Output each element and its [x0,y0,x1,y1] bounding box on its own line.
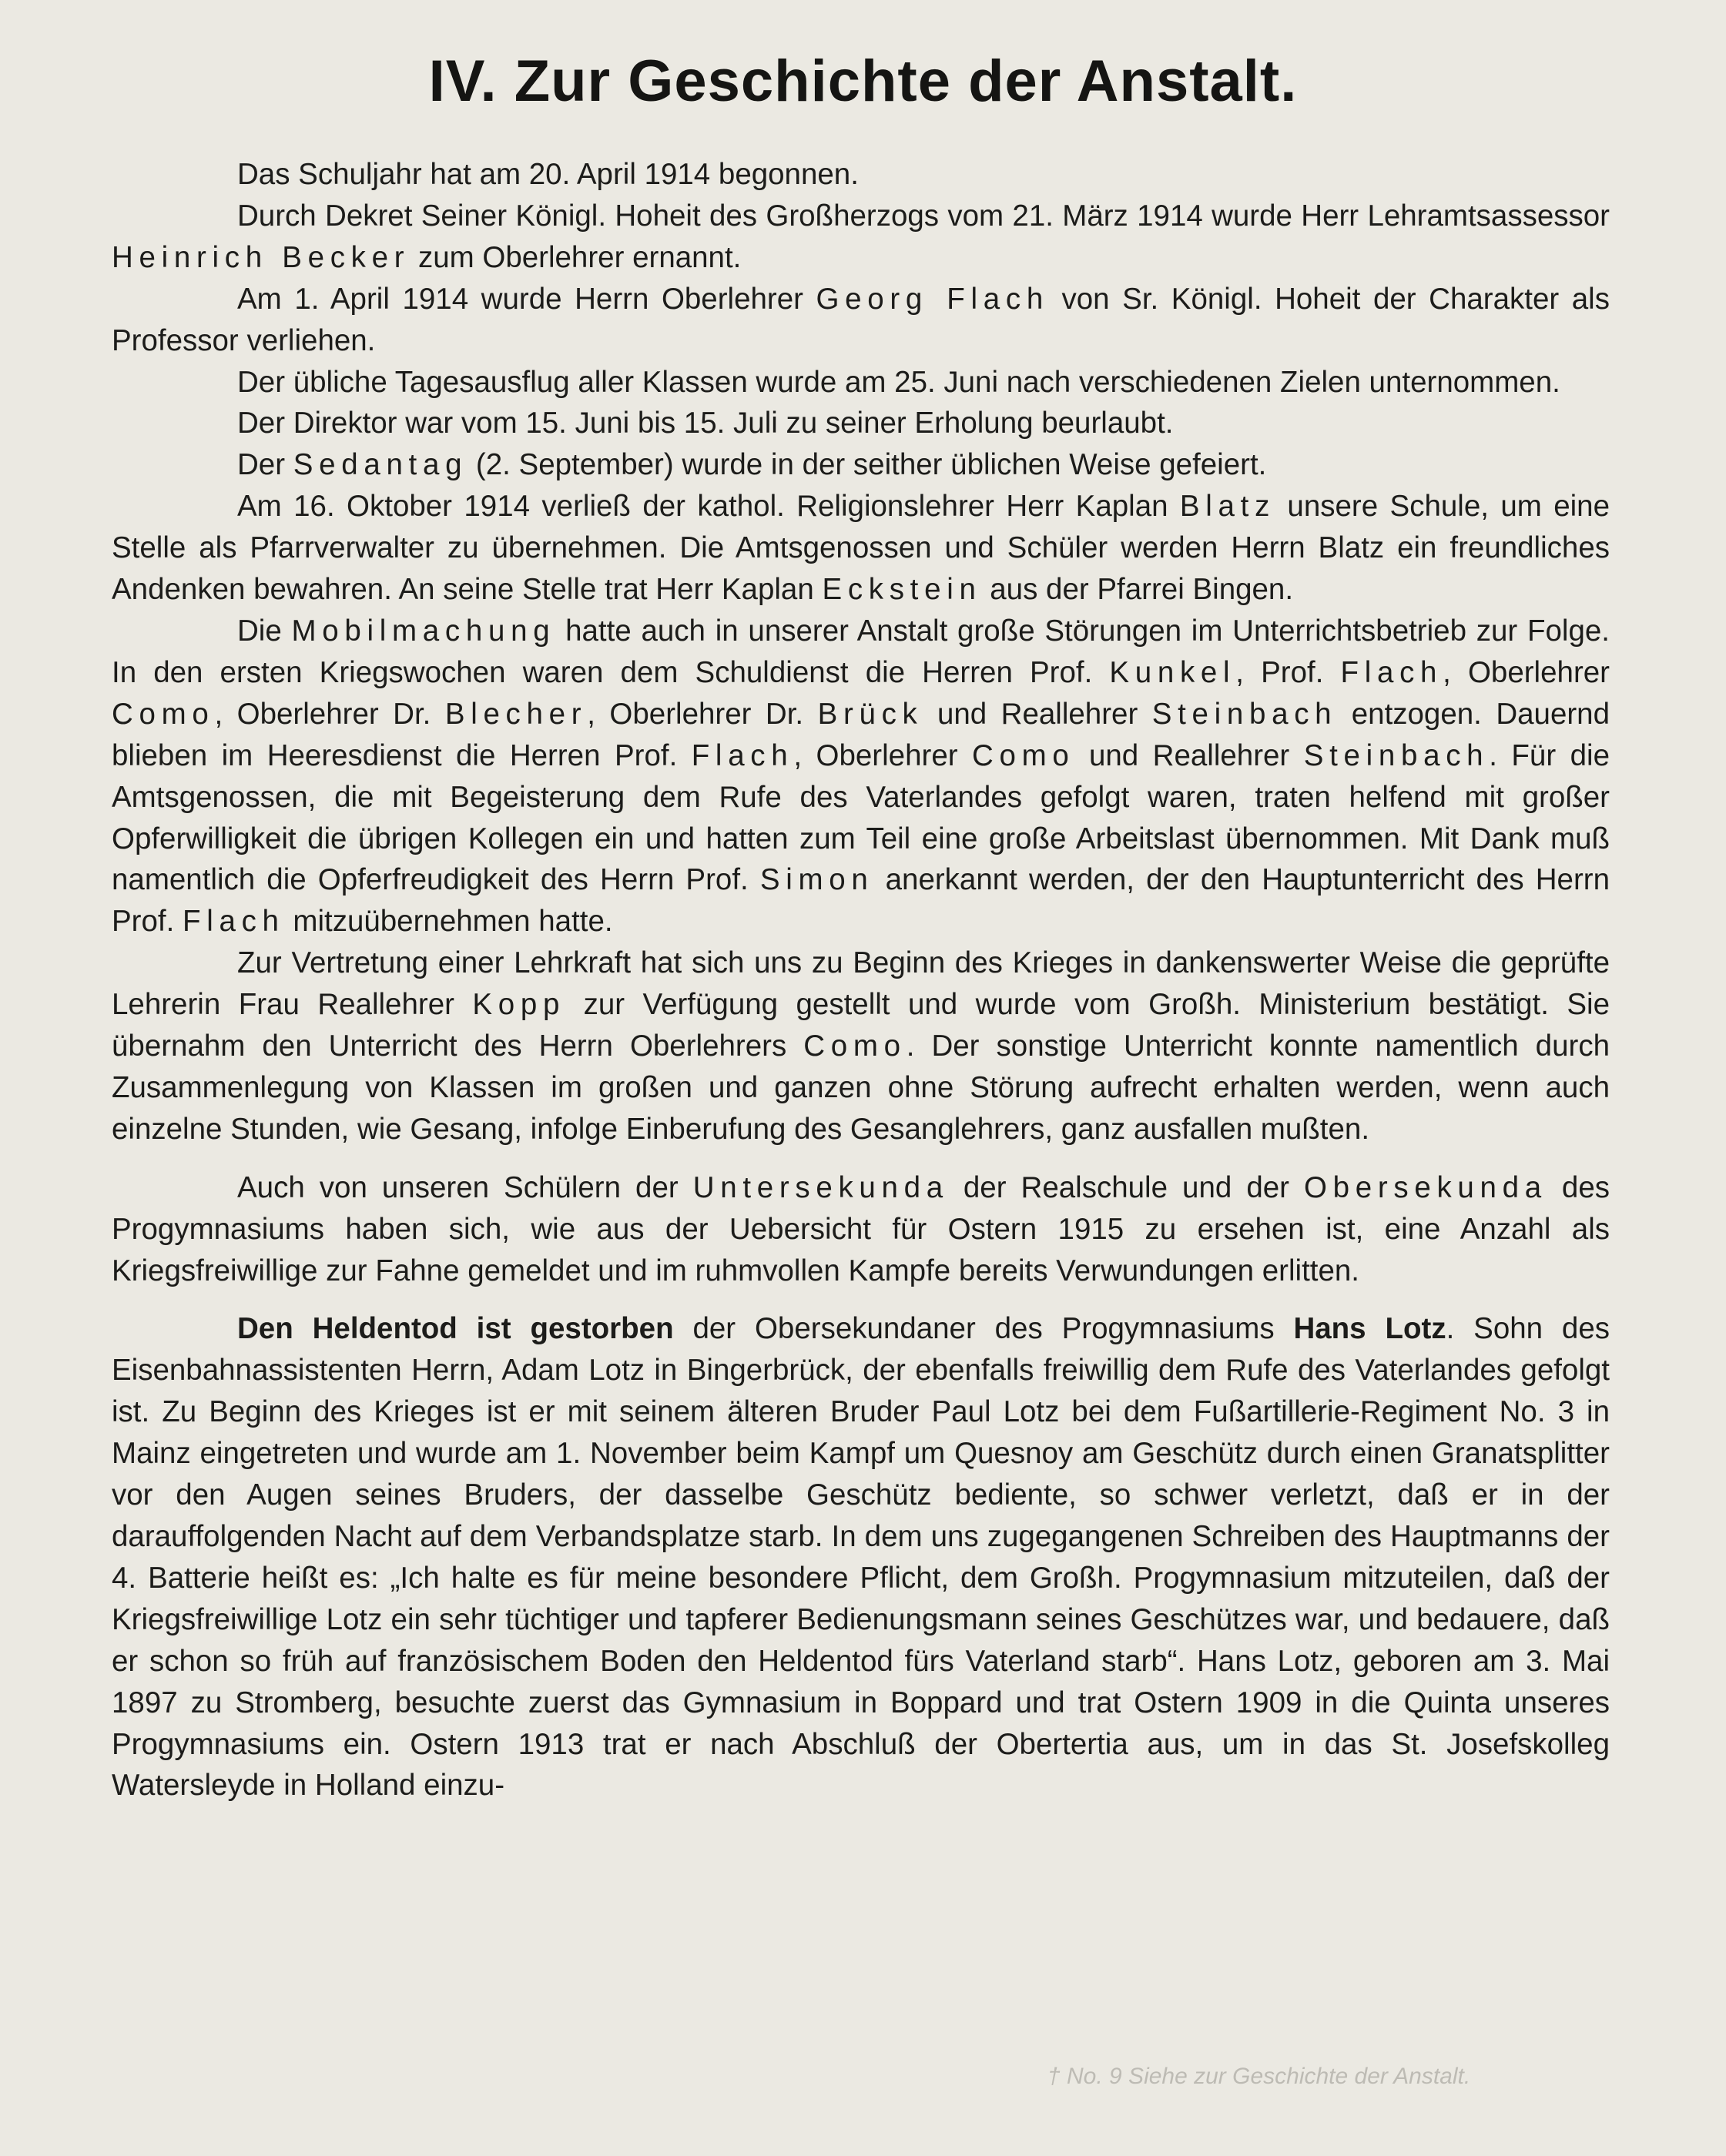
paragraph-director-leave: Der Direktor war vom 15. Juni bis 15. Juli zu seiner Erholung beurlaubt. [237,407,1174,440]
paragraph-sedantag: Der Sedantag (2. September) wurde in der seither üblichen Weise gefeiert. [237,448,1267,482]
term-obersekunda: Obersekunda [1304,1170,1547,1204]
term-sedantag: Sedantag [293,448,468,482]
paragraph-spacer [112,1150,1610,1167]
heading-heldentod: Den Heldentod ist gestorben [237,1312,674,1346]
name-como: Como [803,1029,907,1063]
paragraph-chaplain: Am 16. Oktober 1914 verließ der kathol. Religionslehrer Herr Kaplan Blatz unsere Schule, um eine Stelle als Pfarrverwalter zu übernehmen. Die Amtsgenossen und Schüler werden Herrn Blatz ein freundliches Andenken bewahren. An seine Stelle trat Herr Kaplan Eckstein aus der Pfarrei Bingen. [112,490,1610,607]
paragraph-professor-title: Am 1. April 1914 wurde Herrn Oberlehrer Georg Flach von Sr. Königl. Hoheit der Charakter als Professor verliehen. [112,282,1610,357]
name-eckstein: Eckstein [822,573,982,607]
name-kopp: Kopp [472,988,566,1022]
name-blatz: Blatz [1179,490,1276,524]
paragraph-school-year: Das Schuljahr hat am 20. April 1914 begonnen. [237,158,859,191]
section-title: IV. Zur Geschichte der Anstalt. [428,49,1298,114]
paragraph-heldentod: Den Heldentod ist gestorben der Obersekundaner des Progymnasiums Hans Lotz. Sohn des Eisenbahnassistenten Herrn, Adam Lotz in Bingerbrück, der ebenfalls freiwillig dem Rufe des Vaterlandes gefolgt ist. Zu Beginn des Krieges ist er mit seinem älteren Bruder Paul Lotz bei dem Fußartillerie-Regiment No. 3 in Mainz eingetreten und wurde am 1. November beim Kampf um Quesnoy am Geschütz durch einen Granatsplitter vor den Augen seines Bruders, der dasselbe Geschütz bediente, so schwer verletzt, daß er in der darauffolgenden Nacht auf dem Verbandsplatze starb. In dem uns zugegangenen Schreiben des Hauptmanns der 4. Batterie heißt es: „Ich halte es für meine besondere Pflicht, dem Großh. Progymnasium mitzuteilen, daß der Kriegsfreiwillige Lotz ein sehr tüchtiger und tapferer Bedienungsmann seines Geschützes war, und bedauere, daß er schon so früh auf französischem Boden den Heldentod fürs Vaterland starb“. Hans Lotz, geboren am 3. Mai 1897 zu Stromberg, besuchte zuerst das Gymnasium in Boppard und trat Ostern 1909 in die Quinta unseres Progymnasiums ein. Ostern 1913 trat er nach Abschluß der Obertertia aus, um in das St. Josefskolleg Watersleyde in Holland einzu- [112,1312,1610,1803]
paragraph-volunteers: Auch von unseren Schülern der Untersekunda der Realschule und der Obersekunda des Progymnasiums haben sich, wie aus der Uebersicht für Ostern 1915 zu ersehen ist, eine Anzahl als Kriegsfreiwillige zur Fahne gemeldet und im ruhmvollen Kampfe bereits Verwundungen erlitten. [112,1170,1610,1287]
term-untersekunda: Untersekunda [692,1170,949,1204]
paragraph-excursion: Der übliche Tagesausflug aller Klassen wurde am 25. Juni nach verschiedenen Zielen unternommen. [237,365,1560,399]
document-body [112,154,1610,1806]
paragraph-substitute-teacher: Zur Vertretung einer Lehrkraft hat sich uns zu Beginn des Krieges in dankenswerter Weise die geprüfte Lehrerin Frau Reallehrer Kopp zur Verfügung gestellt und wurde vom Großh. Ministerium bestätigt. Sie übernahm den Unterricht des Herrn Oberlehrers Como. Der sonstige Unterricht konnte namentlich durch Zusammenlegung von Klassen im großen und ganzen ohne Störung aufrecht erhalten werden, wenn auch einzelne Stunden, wie Gesang, infolge Einberufung des Gesanglehrers, ganz ausfallen mußten. [112,946,1610,1146]
name-hans-lotz: Hans Lotz [1293,1312,1446,1346]
paragraph-mobilization: Die Mobilmachung hatte auch in unserer Anstalt große Störungen im Unterrichtsbetrieb zur Folge. In den ersten Kriegswochen waren dem Schuldienst die Herren Prof. Kunkel, Prof. Flach, Oberlehrer Como, Oberlehrer Dr. Blecher, Oberlehrer Dr. Brück und Reallehrer Steinbach entzogen. Dauernd blieben im Heeresdienst die Herren Prof. Flach, Oberlehrer Como und Reallehrer Steinbach. Für die Amtsgenossen, die mit Begeisterung dem Rufe des Vaterlandes gefolgt waren, traten helfend mit großer Opferwilligkeit die übrigen Kollegen ein und hatten zum Teil eine große Arbeitslast übernommen. Mit Dank muß namentlich die Opferfreudigkeit des Herrn Prof. Simon anerkannt werden, der den Hauptunterricht des Herrn Prof. Flach mitzuübernehmen hatte. [112,614,1610,939]
paragraph-appointment: Durch Dekret Seiner Königl. Hoheit des Großherzogs vom 21. März 1914 wurde Herr Lehramtsassessor Heinrich Becker zum Oberlehrer ernannt. [112,199,1610,274]
name-flach: Georg Flach [816,282,1049,316]
paragraph-spacer [112,1291,1610,1308]
name-becker: Heinrich Becker [112,240,411,274]
footnote: † No. 9 Siehe zur Geschichte der Anstalt. [1047,2064,1471,2089]
